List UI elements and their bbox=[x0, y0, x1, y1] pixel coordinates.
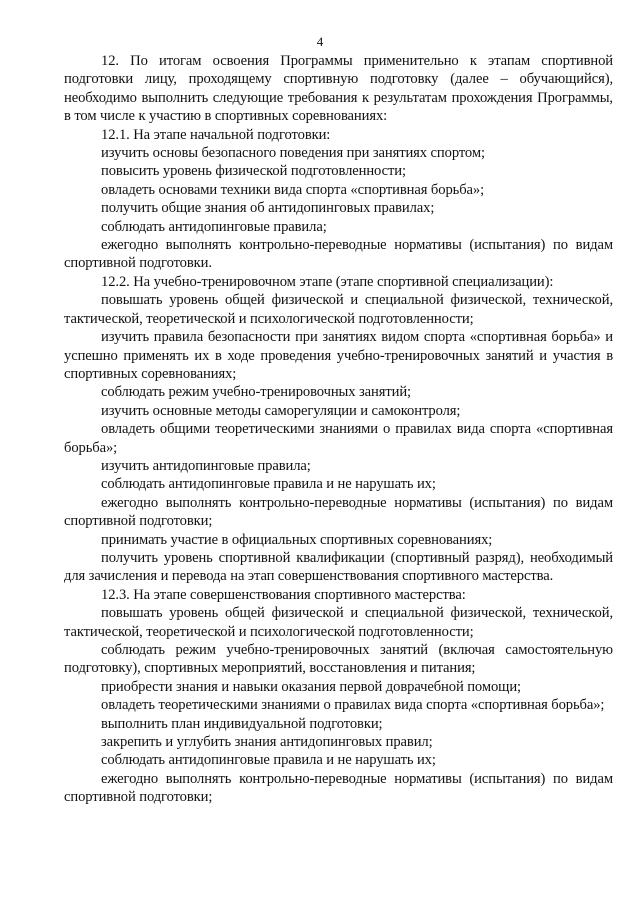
list-item: соблюдать антидопинговые правила и не нарушать их; bbox=[101, 752, 436, 769]
section-12-3-heading: 12.3. На этапе совершенствования спортивного мастерства: bbox=[101, 586, 466, 603]
list-item: выполнить план индивидуальной подготовки; bbox=[101, 715, 383, 732]
list-item: овладеть общими теоретическими знаниями о правилах вида спорта «спортивная борьба»; bbox=[64, 421, 613, 456]
section-12-2-heading: 12.2. На учебно-тренировочном этапе (этапе спортивной специализации): bbox=[101, 273, 554, 290]
list-item: овладеть основами техники вида спорта «спортивная борьба»; bbox=[101, 181, 485, 198]
paragraph-12-intro: 12. По итогам освоения Программы применительно к этапам спортивной подготовки лицу, проходящему спортивную подготовку (далее – обучающийся), необходимо выполнить следующие требования к результатам прохождения Программы, в том числе к участию в спортивных соревнованиях: bbox=[64, 53, 613, 125]
section-12-1-heading: 12.1. На этапе начальной подготовки: bbox=[101, 126, 331, 143]
list-item: соблюдать антидопинговые правила и не нарушать их; bbox=[101, 476, 436, 493]
list-item: закрепить и углубить знания антидопинговых правил; bbox=[101, 734, 433, 751]
list-item: соблюдать антидопинговые правила; bbox=[101, 218, 327, 235]
list-item: получить уровень спортивной квалификации (спортивный разряд), необходимый для зачисления и перевода на этап совершенствования спортивного мастерства. bbox=[64, 549, 613, 585]
list-item: принимать участие в официальных спортивных соревнованиях; bbox=[101, 531, 493, 548]
list-item: изучить основы безопасного поведения при занятиях спортом; bbox=[101, 145, 485, 162]
list-item: соблюдать режим учебно-тренировочных занятий; bbox=[101, 384, 412, 401]
list-item: повышать уровень общей физической и специальной физической, технической, тактической, теоретической и психологической подготовленности; bbox=[64, 605, 613, 640]
list-item: ежегодно выполнять контрольно-переводные нормативы (испытания) по видам спортивной подготовки; bbox=[64, 770, 613, 806]
list-item: овладеть теоретическими знаниями о правилах вида спорта «спортивная борьба»; bbox=[101, 697, 605, 714]
list-item: изучить правила безопасности при занятиях видом спорта «спортивная борьба» и успешно применять их в ходе проведения учебно-тренировочных занятий и участия в спортивных соревнованиях; bbox=[64, 329, 613, 382]
list-item: изучить антидопинговые правила; bbox=[101, 457, 311, 474]
list-item: ежегодно выполнять контрольно-переводные нормативы (испытания) по видам спортивной подготовки. bbox=[64, 237, 613, 272]
list-item: приобрести знания и навыки оказания первой доврачебной помощи; bbox=[101, 678, 521, 695]
page-number: 4 bbox=[316, 34, 324, 49]
list-item: изучить основные методы саморегуляции и самоконтроля; bbox=[101, 402, 461, 419]
list-item: повысить уровень физической подготовленности; bbox=[101, 163, 406, 180]
list-item: получить общие знания об антидопинговых правилах; bbox=[101, 200, 435, 217]
document-body bbox=[64, 52, 613, 807]
list-item: повышать уровень общей физической и специальной физической, технической, тактической, теоретической и психологической подготовленности; bbox=[64, 292, 613, 327]
list-item: соблюдать режим учебно-тренировочных занятий (включая самостоятельную подготовку), спортивных мероприятий, восстановления и питания; bbox=[64, 642, 613, 677]
list-item: ежегодно выполнять контрольно-переводные нормативы (испытания) по видам спортивной подготовки; bbox=[64, 494, 613, 530]
